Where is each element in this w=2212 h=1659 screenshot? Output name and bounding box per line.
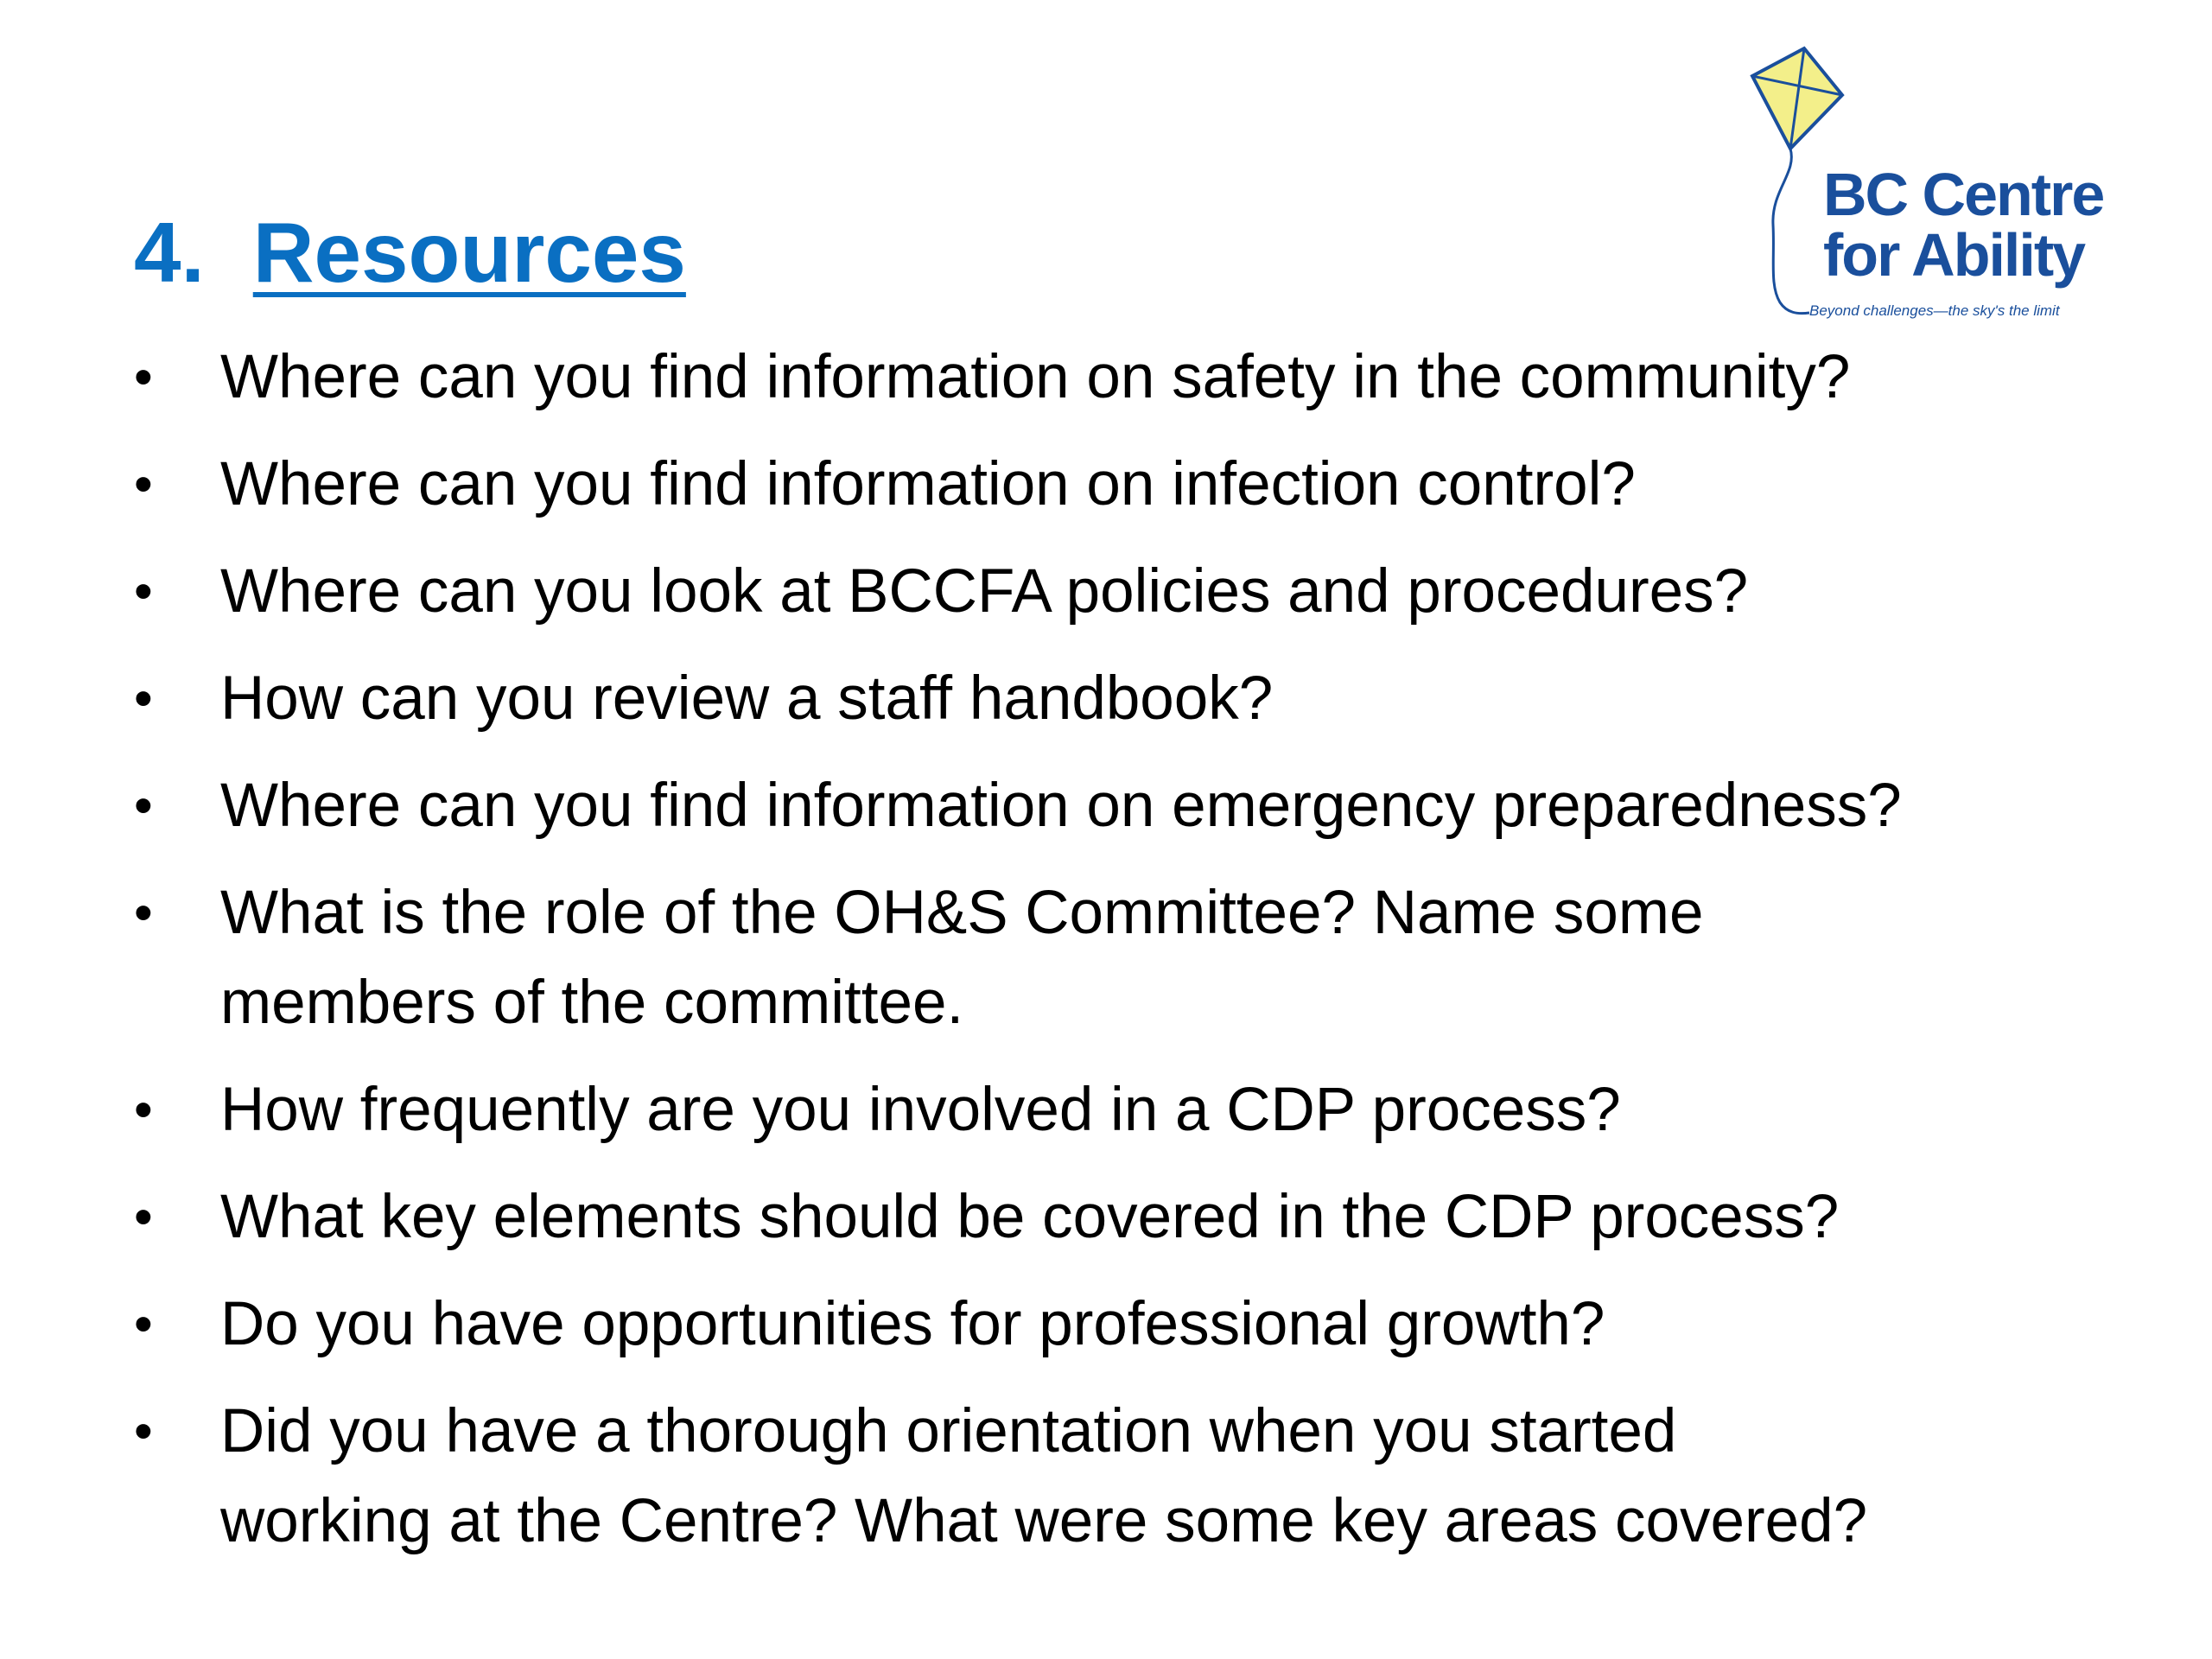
bullet-icon: • xyxy=(134,776,153,836)
list-item xyxy=(134,1280,2121,1370)
question-list xyxy=(134,333,2121,1584)
question-text: Where can you find information on emergency preparedness? xyxy=(220,772,1902,840)
question-text-continued: working at the Centre? What were some key areas covered? xyxy=(220,1487,1868,1555)
bullet-icon: • xyxy=(134,1080,153,1140)
bullet-icon: • xyxy=(134,454,153,514)
bullet-icon: • xyxy=(134,1294,153,1354)
bullet-icon: • xyxy=(134,669,153,728)
slide-title xyxy=(134,205,686,300)
list-item xyxy=(134,1387,2121,1567)
question-text: Do you have opportunities for professional growth? xyxy=(220,1290,1605,1358)
bullet-icon: • xyxy=(134,562,153,621)
bullet-icon: • xyxy=(134,1402,153,1461)
question-text: How frequently are you involved in a CDP process? xyxy=(220,1076,1621,1144)
list-item xyxy=(134,547,2121,637)
resources-link[interactable]: Resources xyxy=(252,205,686,300)
logo-name-line2: for Ability xyxy=(1823,221,2085,289)
bullet-icon: • xyxy=(134,347,153,407)
logo-tagline: Beyond challenges—the sky's the limit xyxy=(1809,302,2060,319)
bullet-icon: • xyxy=(134,1187,153,1247)
list-item xyxy=(134,333,2121,423)
question-text: Where can you look at BCCFA policies and procedures? xyxy=(220,557,1749,626)
bullet-icon: • xyxy=(134,883,153,943)
list-item xyxy=(134,1065,2121,1155)
question-text: Where can you find information on safety in the community? xyxy=(220,343,1851,411)
section-number: 4. xyxy=(134,205,205,300)
question-text: Did you have a thorough orientation when you started xyxy=(220,1397,1677,1465)
list-item xyxy=(134,761,2121,851)
question-text: Where can you find information on infection control? xyxy=(220,450,1636,518)
logo-name-line1: BC Centre xyxy=(1823,161,2104,228)
question-text: How can you review a staff handbook? xyxy=(220,664,1274,733)
bc-centre-for-ability-logo xyxy=(1745,43,2108,328)
list-item xyxy=(134,868,2121,1048)
list-item xyxy=(134,654,2121,744)
list-item xyxy=(134,1173,2121,1262)
question-text: What is the role of the OH&S Committee? Name some xyxy=(220,879,1704,947)
question-text: What key elements should be covered in the CDP process? xyxy=(220,1183,1840,1251)
list-item xyxy=(134,440,2121,530)
question-text-continued: members of the committee. xyxy=(220,969,964,1037)
